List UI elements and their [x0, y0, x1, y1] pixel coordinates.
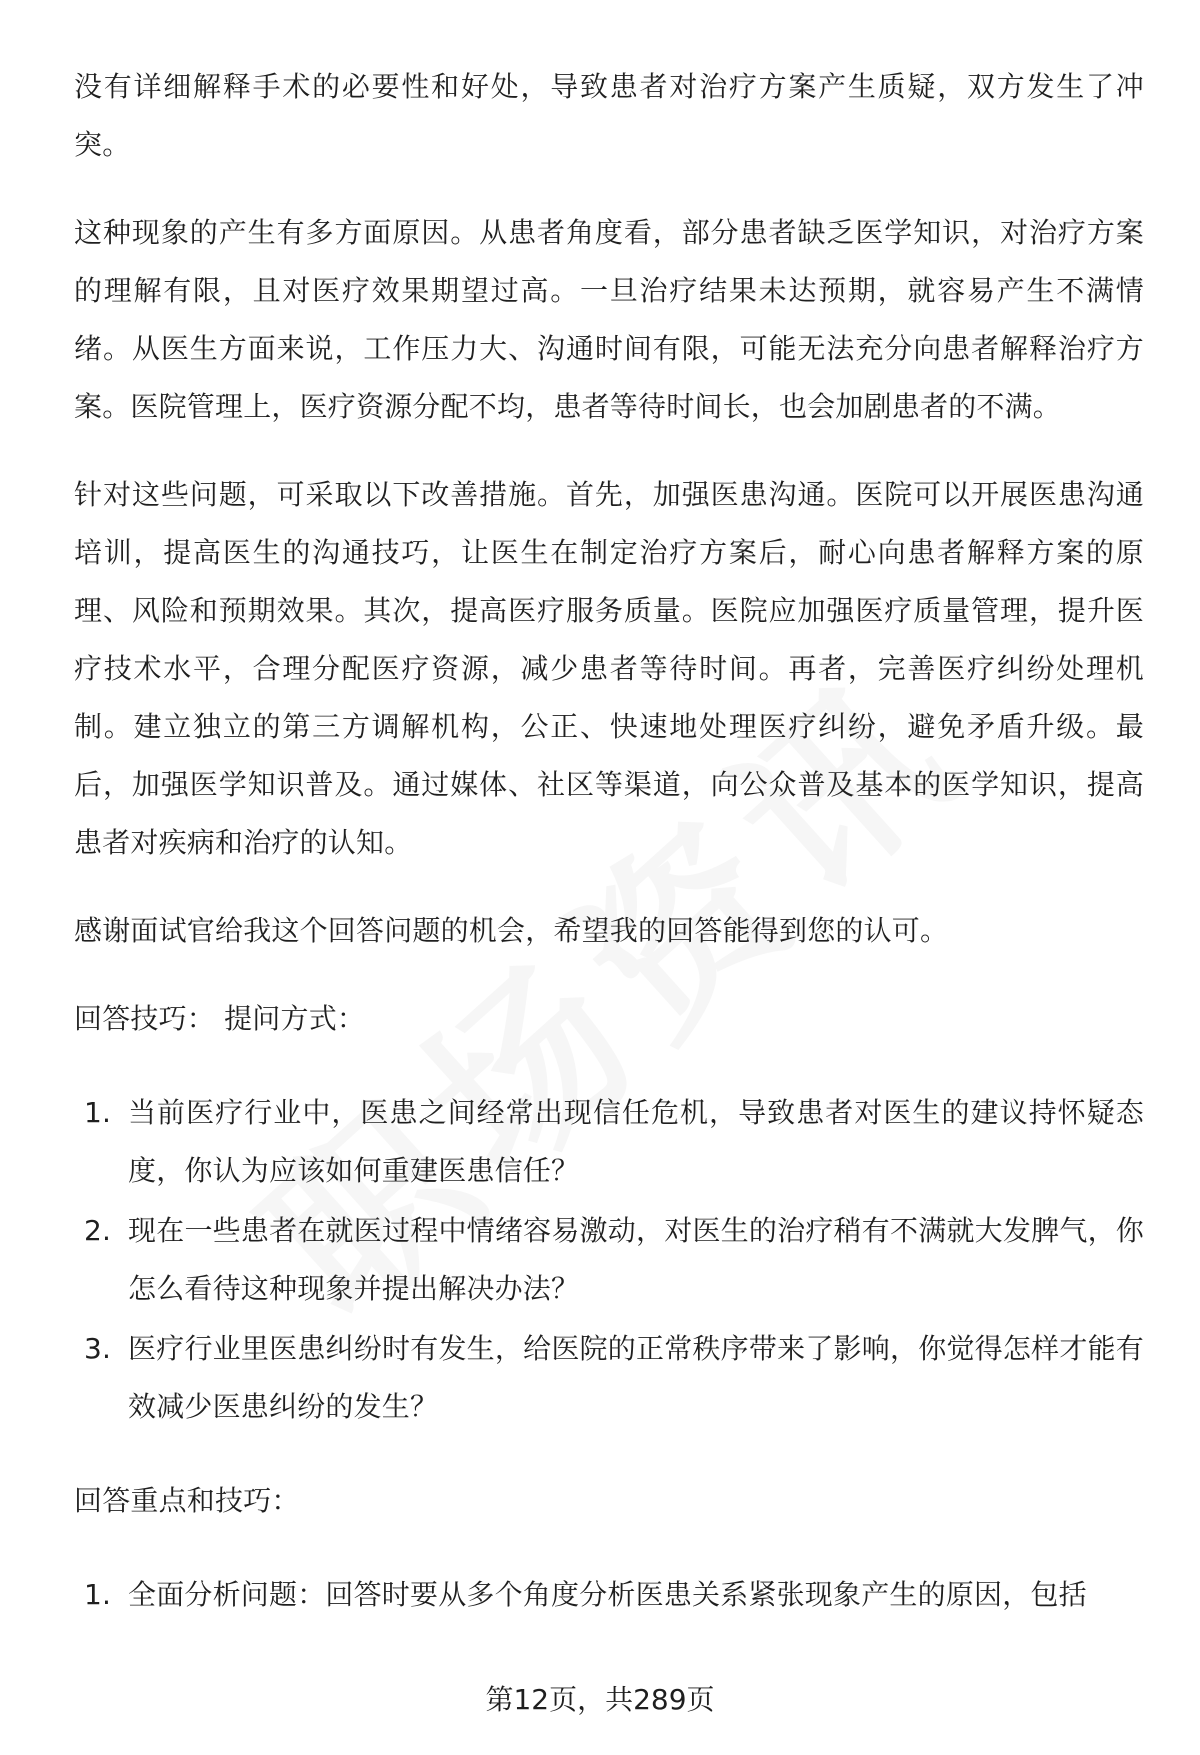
- questions-label: 回答技巧： 提问方式：: [74, 1002, 366, 1035]
- list-item: [74, 1320, 1144, 1436]
- questions-list: [74, 1084, 1144, 1436]
- paragraph-3: 针对这些问题，可采取以下改善措施。首先，加强医患沟通。医院可以开展医患沟通培训，提高医生的沟通技巧，让医生在制定治疗方案后，耐心向患者解释方案的原理、风险和预期效果。其次，提高医疗服务质量。医院应加强医疗质量管理，提升医疗技术水平，合理分配医疗资源，减少患者等待时间。再者，完善医疗纠纷处理机制。建立独立的第三方调解机构，公正、快速地处理医疗纠纷，避免矛盾升级。最后，加强医学知识普及。通过媒体、社区等渠道，向公众普及基本的医学知识，提高患者对疾病和治疗的认知。: [74, 478, 1144, 859]
- list-item-text: 全面分析问题：回答时要从多个角度分析医患关系紧张现象产生的原因，包括: [128, 1578, 1087, 1611]
- document-body: [74, 58, 1144, 1660]
- list-item-number: 1.: [84, 1578, 112, 1611]
- paragraph-2: 这种现象的产生有多方面原因。从患者角度看，部分患者缺乏医学知识，对治疗方案的理解有限，且对医疗效果期望过高。一旦治疗结果未达预期，就容易产生不满情绪。从医生方面来说，工作压力大、沟通时间有限，可能无法充分向患者解释治疗方案。医院管理上，医疗资源分配不均，患者等待时间长，也会加剧患者的不满。: [74, 216, 1144, 423]
- page-number-footer: 第12页，共289页: [485, 1683, 715, 1716]
- paragraph-1: 没有详细解释手术的必要性和好处，导致患者对治疗方案产生质疑，双方发生了冲突。: [74, 70, 1144, 161]
- list-item: [74, 1566, 1144, 1624]
- list-item: [74, 1202, 1144, 1318]
- list-item: [74, 1084, 1144, 1200]
- list-item-text: 现在一些患者在就医过程中情绪容易激动，对医生的治疗稍有不满就大发脾气，你怎么看待这种现象并提出解决办法？: [128, 1214, 1144, 1305]
- list-item-number: 1.: [84, 1096, 112, 1129]
- tips-label: 回答重点和技巧：: [74, 1484, 300, 1517]
- list-item-text: 医疗行业里医患纠纷时有发生，给医院的正常秩序带来了影响，你觉得怎样才能有效减少医患纠纷的发生？: [128, 1332, 1144, 1423]
- paragraph-4: 感谢面试官给我这个回答问题的机会，希望我的回答能得到您的认可。: [74, 914, 949, 947]
- list-item-number: 3.: [84, 1332, 112, 1365]
- list-item-number: 2.: [84, 1214, 112, 1247]
- tips-list: [74, 1566, 1144, 1624]
- list-item-text: 当前医疗行业中，医患之间经常出现信任危机，导致患者对医生的建议持怀疑态度，你认为应该如何重建医患信任？: [128, 1096, 1144, 1187]
